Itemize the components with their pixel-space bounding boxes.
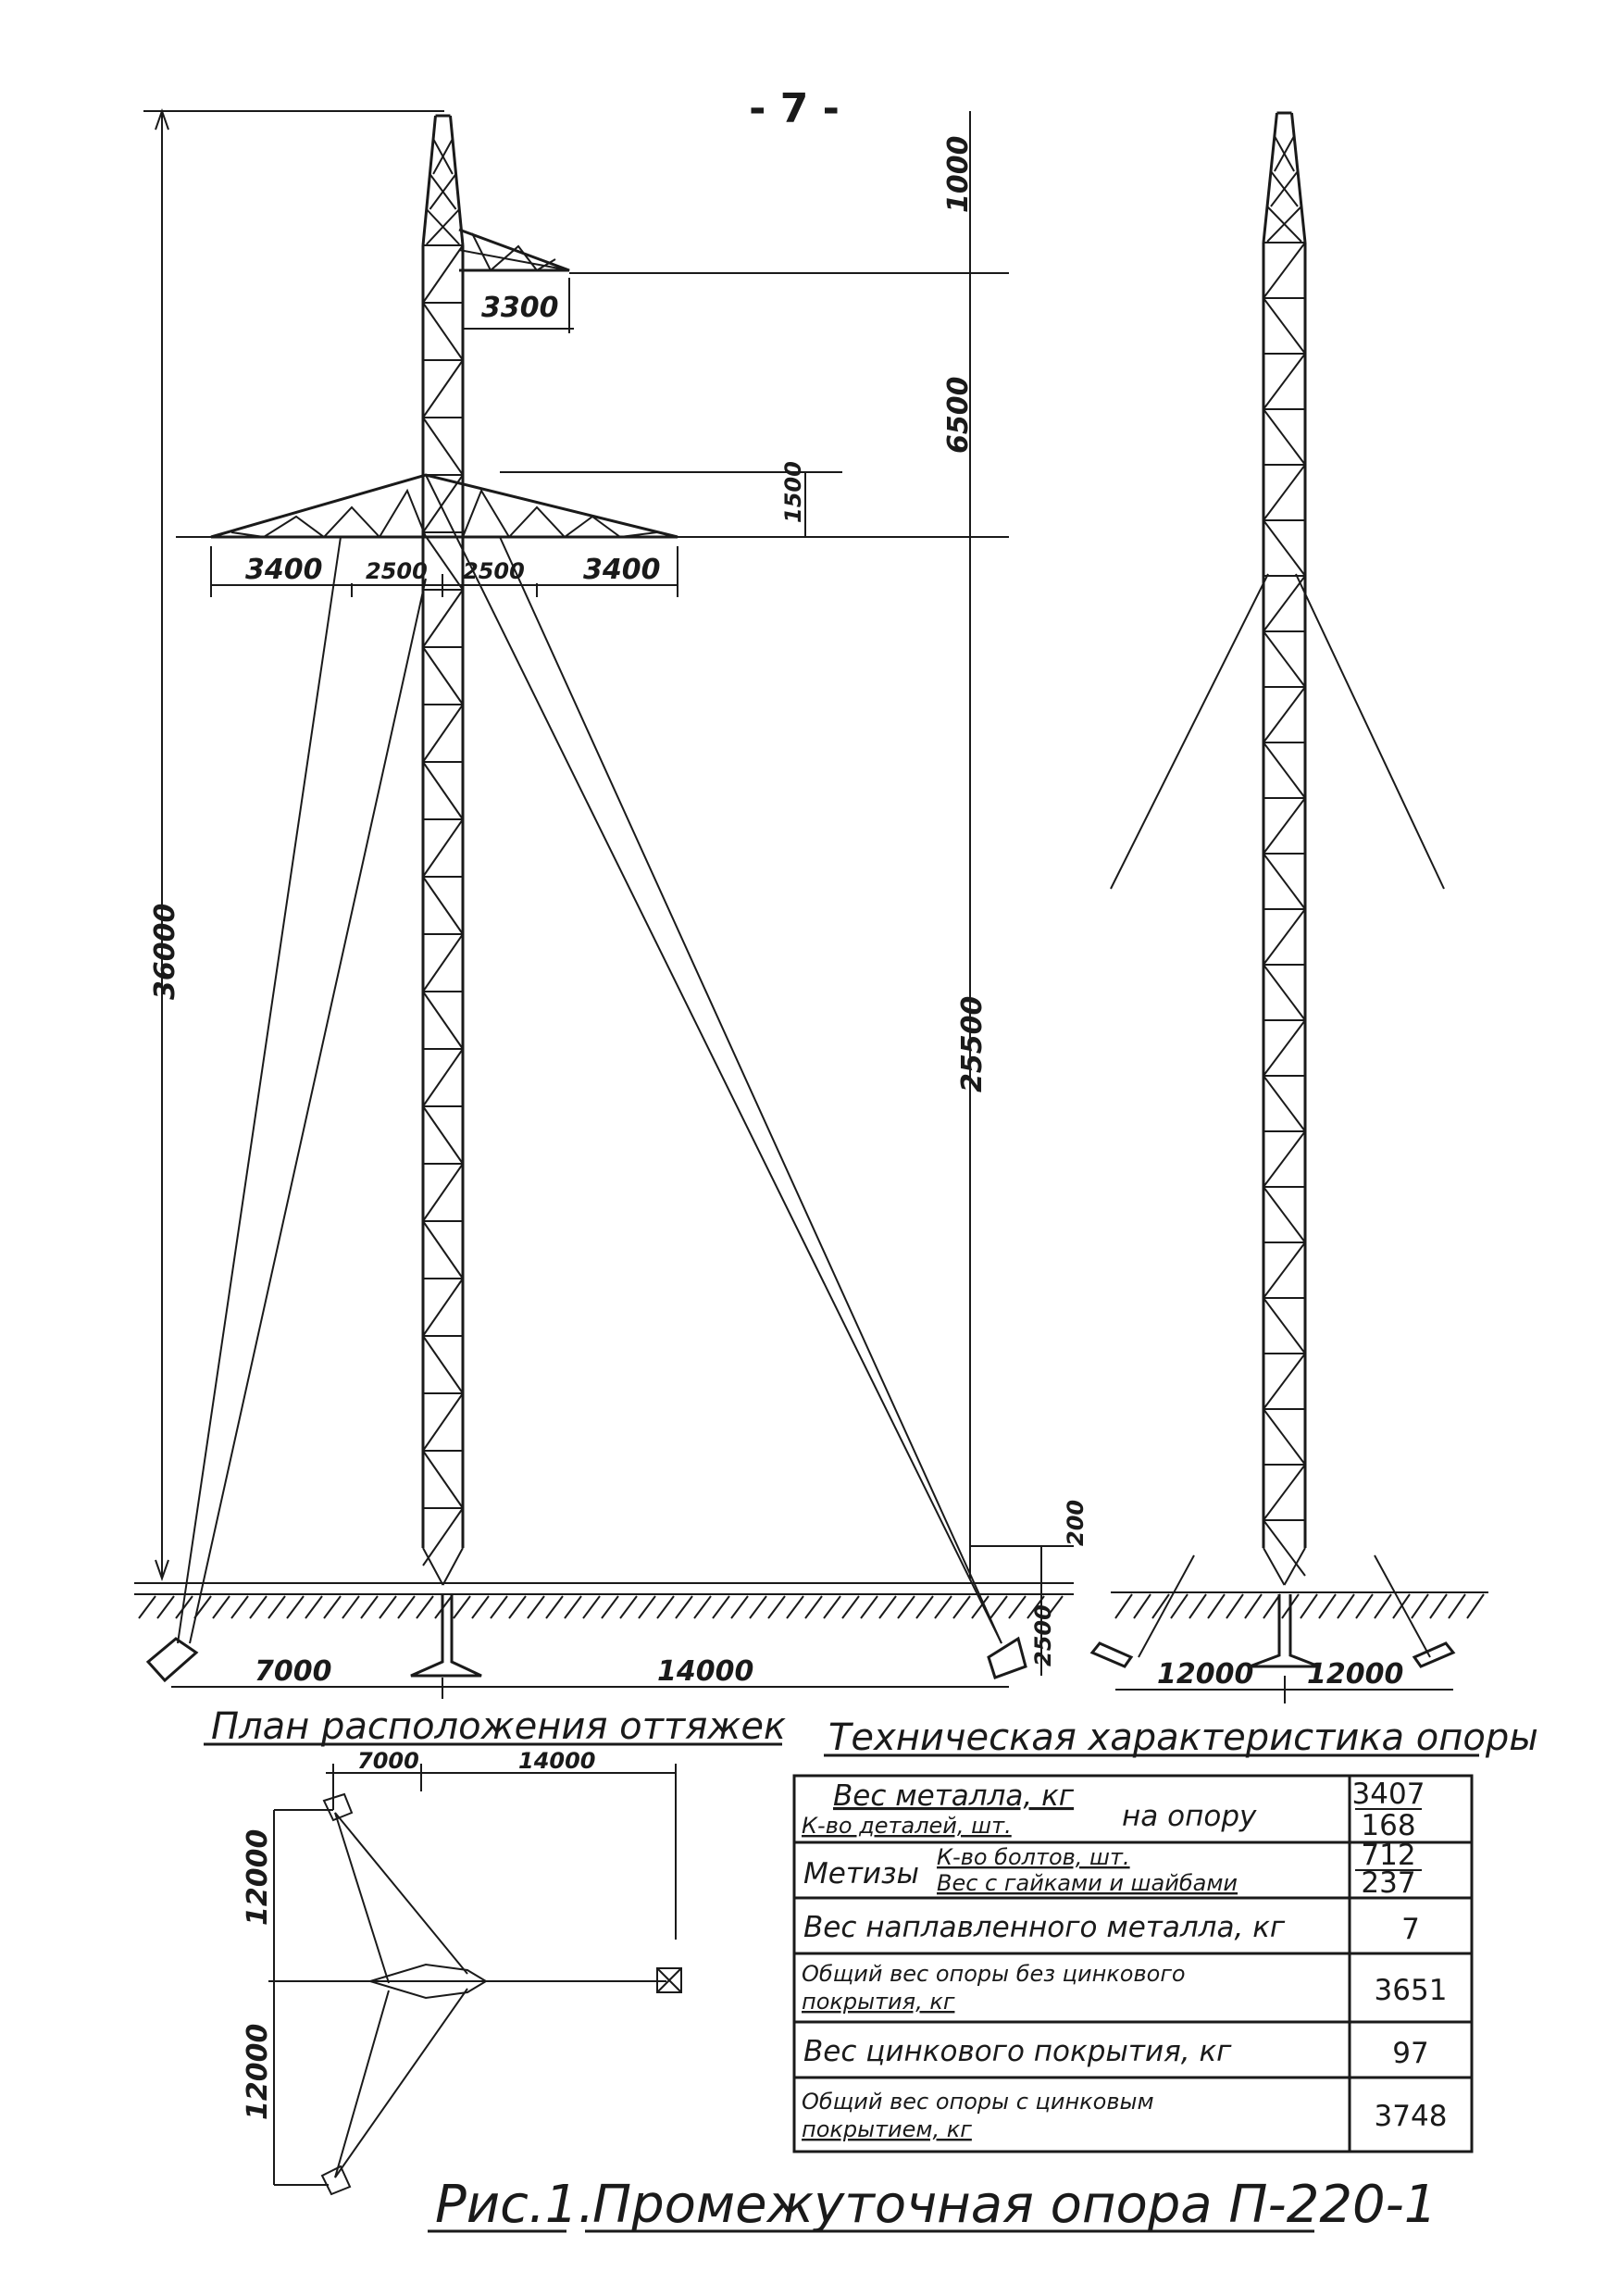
- plan-dim-lower: 12000: [242, 2023, 274, 2120]
- plan-dim-top-right: 14000: [518, 1748, 596, 1774]
- dim-top: 1000: [942, 135, 975, 213]
- dim-arm-right-inner: 2500: [463, 558, 525, 584]
- side-tower-shaft: [1263, 113, 1305, 1585]
- figure-caption-prefix: Рис.1.: [435, 2175, 595, 2235]
- ground-hatch: [139, 1596, 1063, 1618]
- side-dim-left: 12000: [1157, 1658, 1254, 1691]
- spec-row1-label-a: Вес металла, кг: [833, 1779, 1075, 1813]
- spec-row2-value-a: 712: [1361, 1839, 1416, 1872]
- spec-row3-label: Вес наплавленного металла, кг: [803, 1911, 1286, 1944]
- spec-row6-label-a: Общий вес опоры с цинковым: [802, 2089, 1154, 2115]
- ground-line: [134, 1583, 1074, 1594]
- spec-row3-value: 7: [1401, 1913, 1420, 1946]
- dim-left-guy: 7000: [255, 1655, 332, 1688]
- plan-view: [268, 1764, 681, 2194]
- dim-right-guy: 14000: [657, 1655, 754, 1688]
- anchor-right: [989, 1639, 1026, 1678]
- dim-arm-left-inner: 2500: [366, 558, 428, 584]
- dim-arm-left: 3400: [245, 554, 323, 586]
- plan-dim-top-left: 7000: [357, 1748, 419, 1774]
- foundation-center: [411, 1594, 481, 1676]
- dim-base-gap: 200: [1063, 1499, 1089, 1546]
- spec-row6-label-b: покрытием, кг: [802, 2116, 972, 2142]
- side-guy-wires: [1111, 574, 1444, 1657]
- spec-row2-value-b: 237: [1361, 1866, 1416, 1900]
- spec-row1-label-c: на опору: [1122, 1800, 1257, 1833]
- anchor-left: [148, 1639, 196, 1680]
- dim-shaft-height: 25500: [956, 995, 989, 1092]
- spec-row1-value-b: 168: [1361, 1809, 1416, 1842]
- spec-row2-label-a: К-во болтов, шт.: [937, 1844, 1130, 1870]
- figure-caption-title: Промежуточная опора П-220-1: [592, 2175, 1438, 2235]
- plan-title: План расположения оттяжек: [211, 1705, 787, 1748]
- elevation-dimensions: [143, 111, 1074, 1699]
- dim-total-height: 36000: [149, 903, 181, 1000]
- upper-crossarm: [459, 230, 569, 270]
- tower-shaft: [423, 116, 463, 1585]
- spec-row6-value: 3748: [1374, 2100, 1448, 2133]
- dim-between-arms: 6500: [942, 376, 975, 454]
- side-dim-right: 12000: [1307, 1658, 1404, 1691]
- side-anchor-right: [1414, 1643, 1453, 1666]
- spec-row2-label-b: Вес с гайками и шайбами: [937, 1870, 1238, 1896]
- dim-crossarm-upper: 3300: [481, 292, 559, 324]
- spec-row5-value: 97: [1392, 2037, 1429, 2070]
- spec-row5-label: Вес цинкового покрытия, кг: [803, 2035, 1232, 2068]
- page-number: - 7 -: [749, 85, 840, 132]
- plan-dim-upper: 12000: [242, 1828, 274, 1926]
- dim-anchor-depth: 2500: [1030, 1604, 1056, 1666]
- side-view: [1092, 113, 1488, 1666]
- elevation-view: [134, 116, 1074, 1680]
- spec-row1-value-a: 3407: [1351, 1778, 1425, 1811]
- spec-row4-label-a: Общий вес опоры без цинкового: [802, 1961, 1186, 1987]
- spec-row2-label: Метизы: [803, 1857, 919, 1890]
- spec-title: Техническая характеристика опоры: [828, 1716, 1538, 1759]
- side-anchor-left: [1092, 1643, 1131, 1666]
- dim-arm-rise: 1500: [780, 461, 806, 523]
- dim-arm-right: 3400: [583, 554, 661, 586]
- plan-anchor-bottom: [322, 2166, 350, 2194]
- spec-row1-label-b: К-во деталей, шт.: [802, 1813, 1012, 1839]
- guy-wires: [178, 475, 1002, 1643]
- spec-row4-value: 3651: [1374, 1974, 1448, 2007]
- spec-row4-label-b: покрытия, кг: [802, 1989, 955, 2015]
